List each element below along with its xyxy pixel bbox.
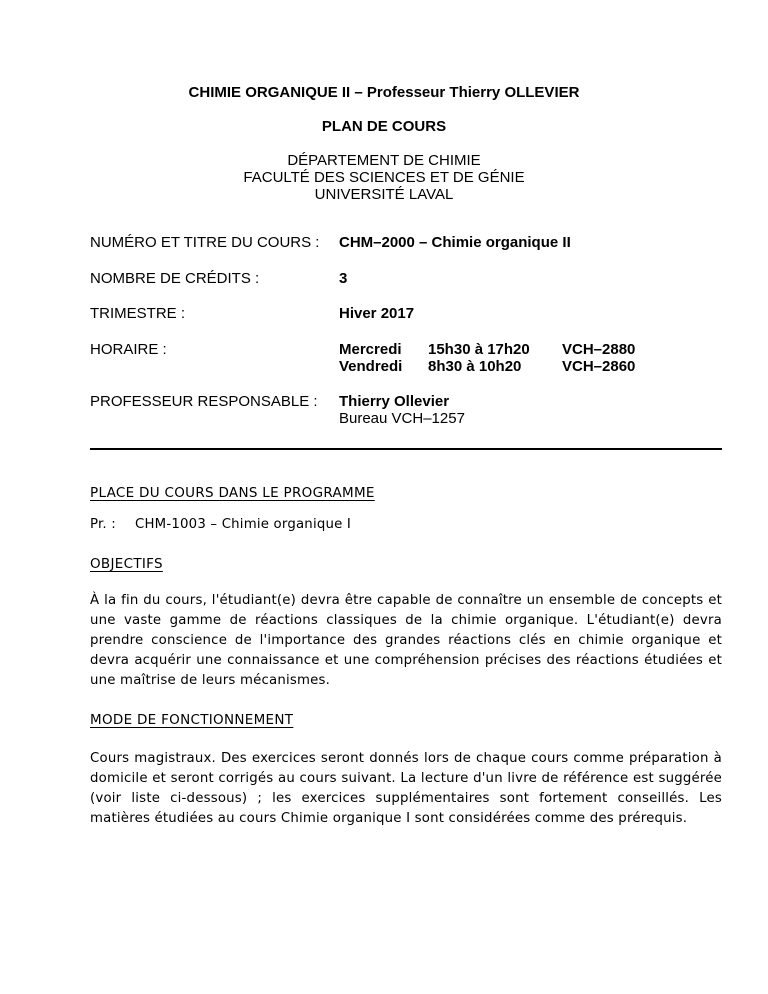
section-heading-objectifs: OBJECTIFS bbox=[90, 556, 163, 572]
document-subtitle: PLAN DE COURS bbox=[321, 118, 447, 135]
prerequisite-value: CHM-1003 – Chimie organique I bbox=[135, 517, 352, 532]
section-divider bbox=[90, 448, 722, 450]
professor-name: Thierry Ollevier bbox=[339, 393, 450, 410]
professor-office: Bureau VCH–1257 bbox=[339, 410, 465, 427]
schedule-room: VCH–2880 bbox=[562, 341, 636, 358]
department-line: DÉPARTEMENT DE CHIMIE bbox=[287, 152, 481, 169]
course-number-label: NUMÉRO ET TITRE DU COURS : bbox=[90, 234, 320, 251]
term-label: TRIMESTRE : bbox=[90, 305, 186, 322]
credits-value: 3 bbox=[339, 270, 348, 287]
section-heading-place: PLACE DU COURS DANS LE PROGRAMME bbox=[90, 485, 375, 501]
professor-label: PROFESSEUR RESPONSABLE : bbox=[90, 393, 318, 410]
term-value: Hiver 2017 bbox=[339, 305, 415, 322]
section-heading-mode: MODE DE FONCTIONNEMENT bbox=[90, 712, 294, 728]
objectifs-paragraph: À la fin du cours, l'étudiant(e) devra être capable de connaître un ensemble de concepts et une vaste gamme de réactions classiques de la chimie organique. L'étudiant(e) devra prendre conscience de l'importance des grandes réactions clés en chimie organique et devra acquérir une connaissance et une compréhension précises des réactions étudiées et une maîtrise de leurs mécanismes. bbox=[90, 593, 722, 688]
faculty-line: FACULTÉ DES SCIENCES ET DE GÉNIE bbox=[243, 169, 525, 186]
schedule-label: HORAIRE : bbox=[90, 341, 167, 358]
university-line: UNIVERSITÉ LAVAL bbox=[314, 186, 454, 203]
prerequisite-label: Pr. : bbox=[90, 517, 116, 532]
document-title: CHIMIE ORGANIQUE II – Professeur Thierry OLLEVIER bbox=[188, 84, 580, 101]
schedule-time: 8h30 à 10h20 bbox=[428, 358, 522, 375]
schedule-day: Vendredi bbox=[339, 358, 403, 375]
credits-label: NOMBRE DE CRÉDITS : bbox=[90, 270, 260, 287]
course-number-value: CHM–2000 – Chimie organique II bbox=[339, 234, 571, 251]
schedule-room: VCH–2860 bbox=[562, 358, 636, 375]
schedule-time: 15h30 à 17h20 bbox=[428, 341, 530, 358]
mode-paragraph: Cours magistraux. Des exercices seront donnés lors de chaque cours comme préparation à domicile et seront corrigés au cours suivant. La lecture d'un livre de référence est suggérée (voir liste ci-dessous) ; les exercices supplémentaires sont fortement conseillés. Les matières étudiées au cours Chimie organique I sont considérées comme des prérequis. bbox=[90, 751, 722, 826]
schedule-day: Mercredi bbox=[339, 341, 402, 358]
